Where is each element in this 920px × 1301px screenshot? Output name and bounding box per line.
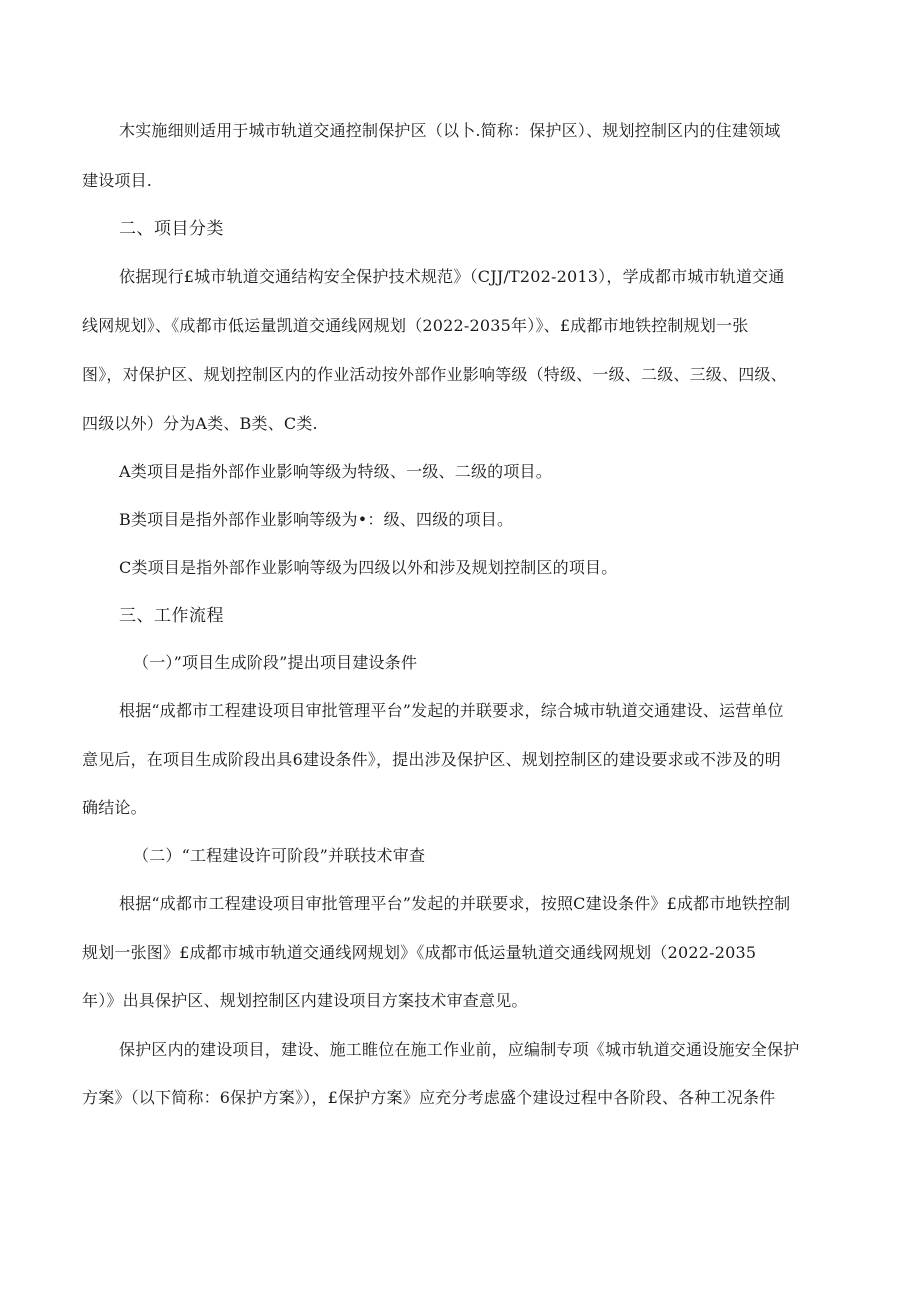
scope-paragraph-line-2: 建设项目. (82, 171, 153, 190)
section-heading-project-classification: 二、项目分类 (119, 219, 224, 239)
scope-paragraph-line-1: 木实施细则适用于城市轨道交通控制保护区（以卜.简称：保护区）、规划控制区内的住建领域 (119, 121, 781, 140)
stage2-paragraph-line-1: 根据“成都市工程建设项目审批管理平台”发起的并联要求，按照C建设条件》£成都市地铁控制 (119, 894, 791, 913)
basis-paragraph-line-1: 依据现行£城市轨道交通结构安全保护技术规范》（CJJ/T202-2013），学成都市城市轨道交通 (119, 267, 785, 286)
subsection-heading-stage-2: （二）“工程建设许可阶段”并联技术审查 (133, 846, 426, 865)
stage2-paragraph-line-2: 规划一张图》£成都市城市轨道交通线网规划》《成都市低运量轨道交通线网规划（2022-2035 (82, 943, 757, 962)
subsection-heading-stage-1: （一）”项目生成阶段”提出项目建设条件 (133, 653, 418, 672)
class-b-paragraph: B类项目是指外部作业影响等级为•：级、四级的项目。 (119, 510, 514, 529)
basis-paragraph-line-2: 线网规划》、《成都市低运量凯道交通线网规划（2022-2035年）》、£成都市地铁控制规划一张 (82, 316, 749, 335)
class-c-paragraph: C类项目是指外部作业影响等级为四级以外和涉及规划控制区的项目。 (119, 558, 618, 577)
basis-paragraph-line-3: 图》，对保护区、规划控制区内的作业活动按外部作业影响等级（特级、一级、二级、三级、四级、 (82, 365, 787, 384)
stage2-paragraph-line-3: 年）》出具保护区、规划控制区内建设项目方案技术审查意见。 (82, 991, 528, 1010)
basis-paragraph-line-4: 四级以外）分为A类、B类、C类. (82, 414, 318, 433)
class-a-paragraph: A类项目是指外部作业影响等级为特级、一级、二级的项目。 (119, 462, 552, 481)
protection-paragraph-line-2: 方案》（以下简称：6保护方案》），£保护方案》应充分考虑盛个建设过程中各阶段、各种工况条件 (82, 1088, 776, 1107)
stage1-paragraph-line-3: 确结论。 (82, 798, 147, 817)
stage1-paragraph-line-2: 意见后，在项目生成阶段出具6建设条件》，提出涉及保护区、规划控制区的建设要求或不涉及的明 (82, 750, 781, 769)
section-heading-workflow: 三、工作流程 (119, 606, 224, 626)
protection-paragraph-line-1: 保护区内的建设项目，建设、施工睢位在施工作业前，应编制专项《城市轨道交通设施安全保护 (119, 1040, 800, 1059)
stage1-paragraph-line-1: 根据“成都市工程建设项目审批管理平台”发起的并联要求，综合城市轨道交通建设、运营单位 (119, 701, 784, 720)
